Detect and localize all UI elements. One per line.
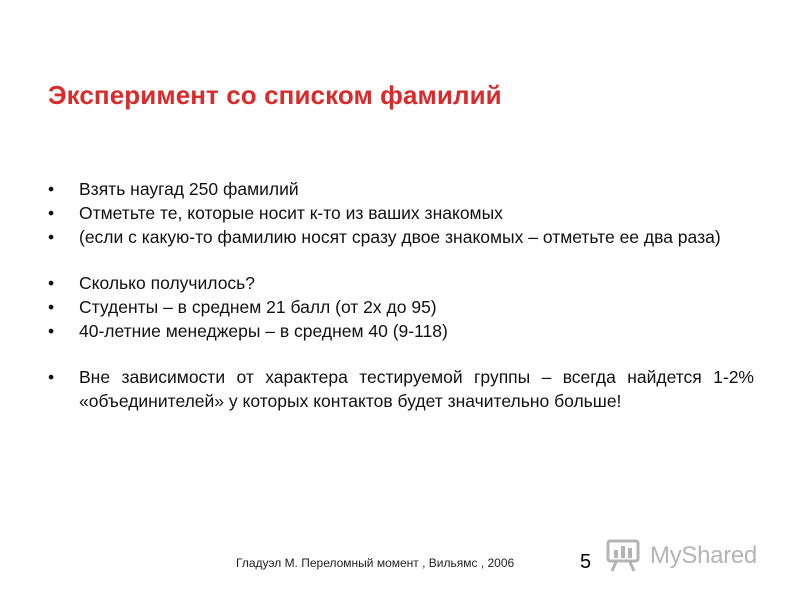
bullet-text: 40-летние менеджеры – в среднем 40 (9-118)	[79, 321, 448, 341]
bullet-text: Вне зависимости от характера тестируемой группы – всегда найдется 1-2% «объединителей» у которых контактов будет значительно больше!	[79, 367, 754, 411]
bullet-marker: •	[48, 297, 55, 317]
bullet-item	[48, 271, 754, 295]
slide-title: Эксперимент со списком фамилий	[48, 80, 502, 110]
bullet-text: Студенты – в среднем 21 балл (от 2х до 95)	[79, 297, 437, 317]
bullet-marker: •	[48, 321, 55, 341]
bullet-item	[48, 177, 754, 201]
bullet-marker: •	[48, 179, 55, 199]
bullet-item	[48, 319, 754, 343]
presentation-board-icon	[606, 538, 648, 574]
footer-citation: Гладуэл М. Переломный момент , Вильямс , 2006	[236, 556, 515, 570]
bullet-marker: •	[48, 227, 55, 247]
bullet-text: Сколько получилось?	[79, 273, 256, 293]
bullet-marker: •	[48, 273, 55, 293]
page-number: 5	[580, 551, 592, 573]
bullet-text: Отметьте те, которые носит к-то из ваших знакомых	[79, 203, 503, 223]
bullet-item	[48, 201, 754, 225]
watermark-text: MyShared	[650, 542, 757, 569]
bullet-list	[48, 177, 754, 413]
bullet-item	[48, 365, 754, 413]
myshared-watermark	[606, 538, 766, 574]
bullet-item	[48, 225, 754, 249]
bullet-text: (если с какую-то фамилию носят сразу двое знакомых – отметьте ее два раза)	[79, 227, 721, 247]
bullet-marker: •	[48, 203, 55, 223]
bullet-item	[48, 295, 754, 319]
bullet-marker: •	[48, 367, 55, 387]
bullet-text: Взять наугад 250 фамилий	[79, 179, 299, 199]
